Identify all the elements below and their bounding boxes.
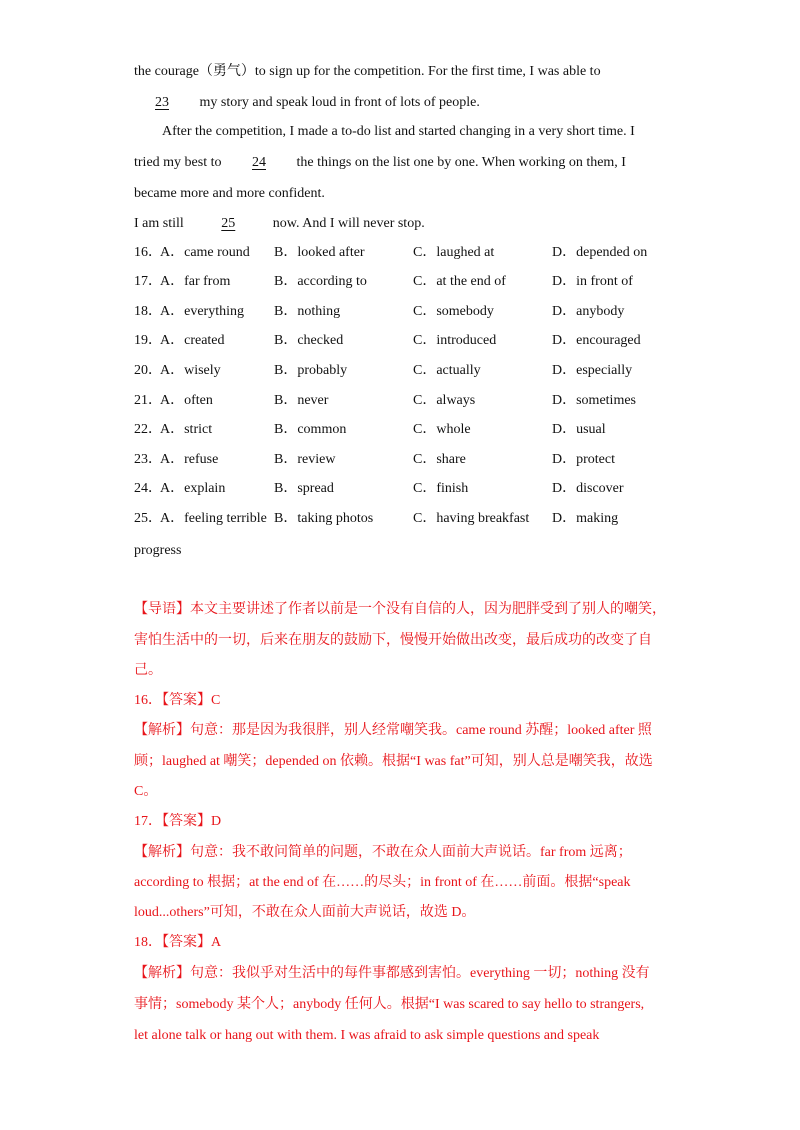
- option-b: B．spread: [274, 481, 334, 496]
- option-row-24: [134, 479, 694, 499]
- blank-23: 23: [155, 95, 169, 110]
- explanation-line: 【解析】句意：那是因为我很胖，别人经常嘲笑我。came round 苏醒；looked after 照: [134, 723, 652, 738]
- passage-line: After the competition, I made a to-do list and started changing in a very short time. I: [162, 124, 635, 139]
- option-b: B．common: [274, 422, 347, 437]
- option-a: A．came round: [160, 245, 250, 260]
- option-a: A．refuse: [160, 452, 219, 467]
- option-c: C．laughed at: [413, 245, 495, 260]
- passage-text: I am still: [134, 216, 184, 231]
- option-b: B．checked: [274, 333, 344, 348]
- answer-17: 17．【答案】D: [134, 814, 222, 829]
- passage-text: my story and speak loud in front of lots of people.: [199, 95, 480, 110]
- blank-25: 25: [221, 216, 236, 231]
- passage-line: the courage（勇气）to sign up for the competition. For the first time, I was able to: [134, 64, 601, 79]
- option-b: B．probably: [274, 363, 348, 378]
- option-row-25: [134, 509, 694, 529]
- question-number: 23．: [134, 452, 162, 467]
- option-d: D．discover: [552, 481, 624, 496]
- passage-text: tried my best to: [134, 155, 222, 170]
- option-d: D．depended on: [552, 245, 648, 260]
- option-a: A．everything: [160, 304, 244, 319]
- option-c: C．somebody: [413, 304, 494, 319]
- option-d: D．usual: [552, 422, 606, 437]
- question-number: 22．: [134, 422, 162, 437]
- option-d: D．sometimes: [552, 393, 636, 408]
- explanation-line: 【解析】句意：我不敢问简单的问题，不敢在众人面前大声说话。far from 远离；: [134, 845, 632, 860]
- option-a: A．created: [160, 333, 225, 348]
- question-number: 21．: [134, 393, 162, 408]
- explanation-line: C。: [134, 784, 158, 799]
- option-b: B．nothing: [274, 304, 341, 319]
- option-d: D．encouraged: [552, 333, 641, 348]
- option-d: D．making: [552, 511, 619, 526]
- option-row-16: [134, 243, 694, 263]
- question-number: 25．: [134, 511, 162, 526]
- question-number: 18．: [134, 304, 162, 319]
- option-b: B．never: [274, 393, 329, 408]
- guide-line: 己。: [134, 663, 162, 678]
- option-d: D．in front of: [552, 274, 633, 289]
- passage-text: the things on the list one by one. When working on them, I: [296, 155, 626, 170]
- option-c: C．finish: [413, 481, 469, 496]
- answer-16: 16．【答案】C: [134, 693, 221, 708]
- question-number: 20．: [134, 363, 162, 378]
- option-c: C．introduced: [413, 333, 497, 348]
- option-a: A．explain: [160, 481, 226, 496]
- option-d: D．especially: [552, 363, 633, 378]
- passage-line: became more and more confident.: [134, 186, 325, 201]
- option-d: D．anybody: [552, 304, 625, 319]
- option-a: A．wisely: [160, 363, 221, 378]
- option-b: B．review: [274, 452, 336, 467]
- explanation-line: loud...others”可知，不敢在众人面前大声说话，故选 D。: [134, 905, 476, 920]
- option-c: C．actually: [413, 363, 481, 378]
- explanation-line: 顾；laughed at 嘲笑；depended on 依赖。根据“I was fat”可知，别人总是嘲笑我，故选: [134, 754, 653, 769]
- passage-text: now. And I will never stop.: [272, 216, 425, 231]
- option-c: C．whole: [413, 422, 471, 437]
- explanation-line: let alone talk or hang out with them. I was afraid to ask simple questions and speak: [134, 1028, 600, 1043]
- option-b: B．taking photos: [274, 511, 374, 526]
- explanation-line: 【解析】句意：我似乎对生活中的每件事都感到害怕。everything 一切；nothing 没有: [134, 966, 650, 981]
- option-row-17: [134, 272, 694, 292]
- option-b: B．looked after: [274, 245, 365, 260]
- question-number: 19．: [134, 333, 162, 348]
- explanation-line: 事情；somebody 某个人；anybody 任何人。根据“I was scared to say hello to strangers,: [134, 997, 645, 1012]
- option-row-21: [134, 391, 694, 411]
- option-c: C．having breakfast: [413, 511, 530, 526]
- option-row-23: [134, 450, 694, 470]
- option-d: D．protect: [552, 452, 615, 467]
- option-c: C．at the end of: [413, 274, 506, 289]
- option-row-22: [134, 420, 694, 440]
- option-a: A．feeling terrible: [160, 511, 267, 526]
- passage-line: [134, 214, 425, 234]
- option-a: A．strict: [160, 422, 213, 437]
- option-row-20: [134, 361, 694, 381]
- option-b: B．according to: [274, 274, 367, 289]
- option-row-18: [134, 302, 694, 322]
- answer-18: 18．【答案】A: [134, 935, 222, 950]
- blank-24: 24: [252, 155, 266, 170]
- question-number: 16．: [134, 245, 162, 260]
- option-a: A．often: [160, 393, 213, 408]
- option-a: A．far from: [160, 274, 231, 289]
- option-row-19: [134, 331, 694, 351]
- passage-line: [134, 93, 480, 113]
- option-c: C．always: [413, 393, 476, 408]
- option-wrap-text: progress: [134, 543, 182, 558]
- option-c: C．share: [413, 452, 466, 467]
- guide-line: 害怕生活中的一切，后来在朋友的鼓励下，慢慢开始做出改变，最后成功的改变了自: [134, 633, 652, 648]
- guide-line: 【导语】本文主要讲述了作者以前是一个没有自信的人，因为肥胖受到了别人的嘲笑，: [134, 602, 666, 617]
- question-number: 17．: [134, 274, 162, 289]
- explanation-line: according to 根据；at the end of 在……的尽头；in front of 在……前面。根据“speak: [134, 875, 631, 890]
- passage-line: [134, 153, 626, 173]
- question-number: 24．: [134, 481, 162, 496]
